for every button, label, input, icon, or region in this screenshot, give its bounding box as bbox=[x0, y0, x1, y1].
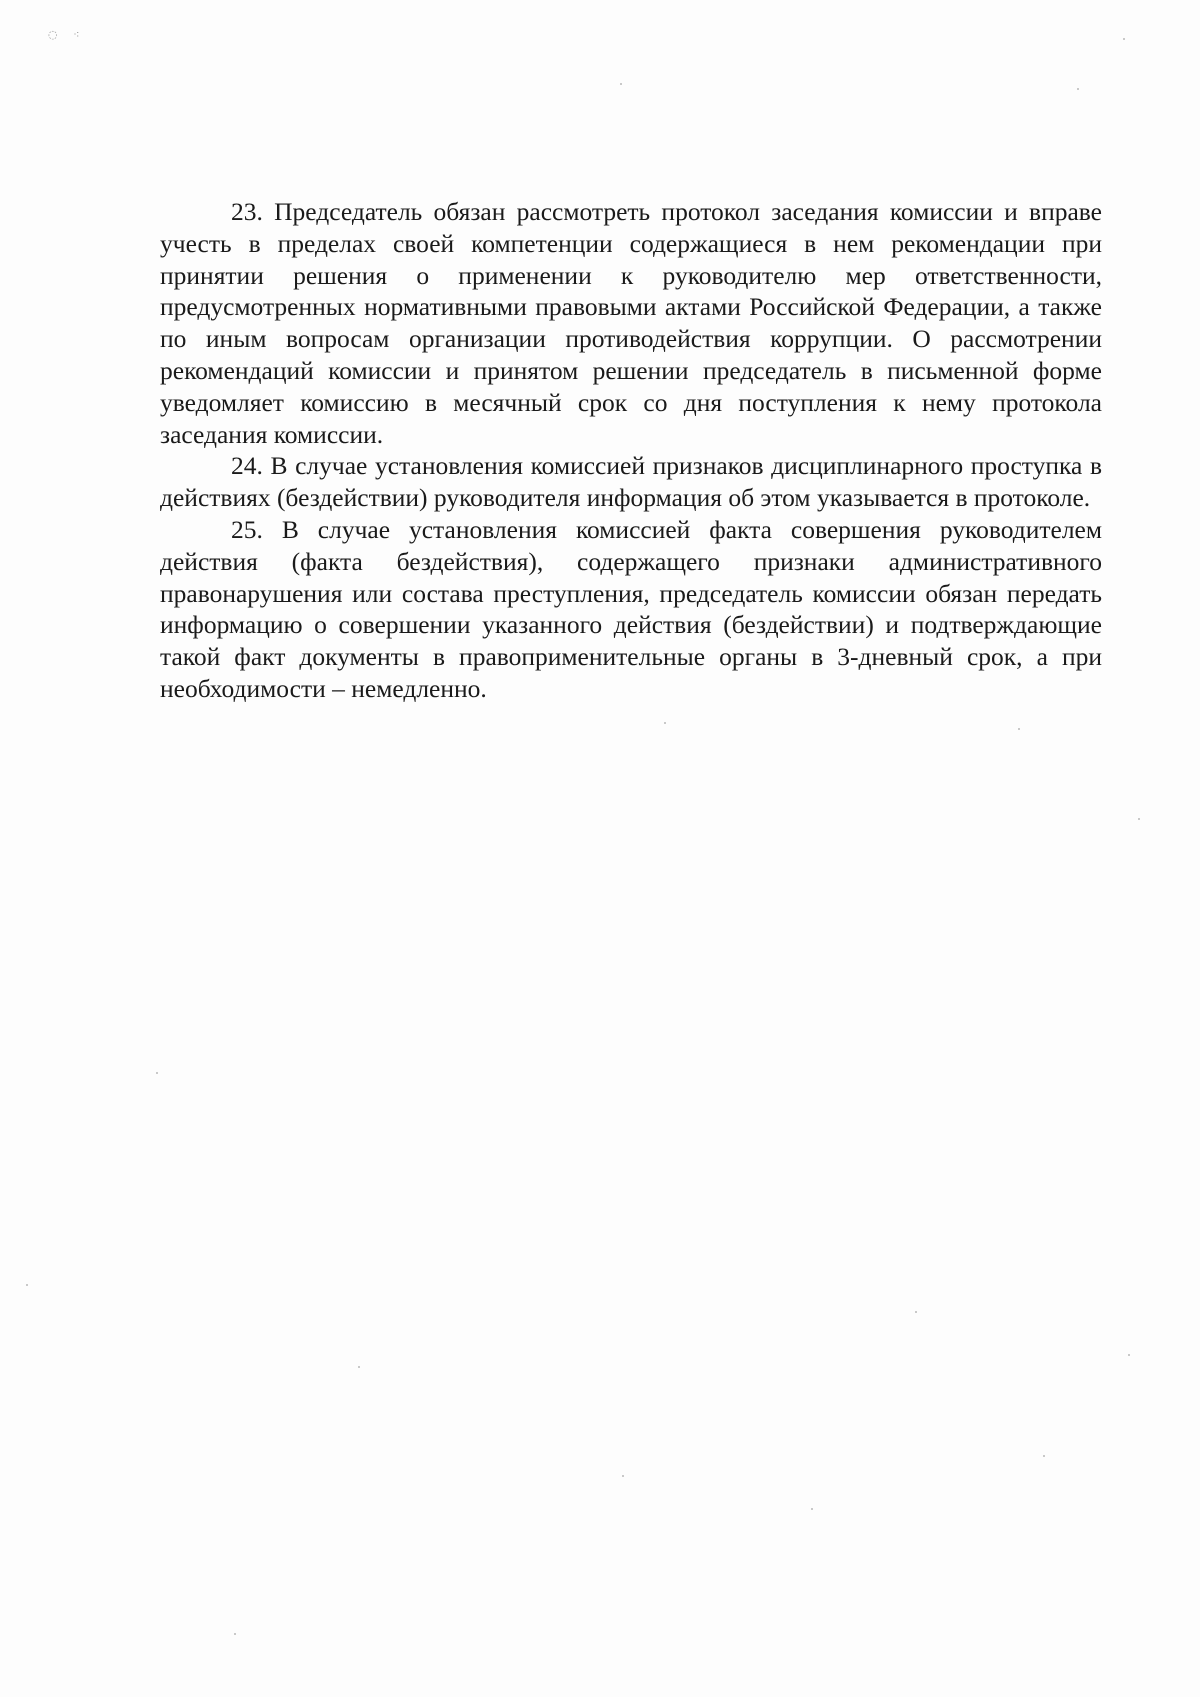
scan-speck bbox=[811, 1508, 813, 1510]
scan-speck bbox=[1043, 1455, 1045, 1457]
scan-speck bbox=[620, 83, 622, 85]
scan-speck bbox=[622, 1475, 624, 1477]
scan-speck bbox=[1077, 88, 1079, 90]
paragraph-24: 24. В случае установления комиссией признаков дисциплинарного проступка в действиях (бездействии) руководителя информация об этом указывается в протоколе. bbox=[160, 451, 1102, 513]
scan-speck bbox=[1123, 38, 1125, 40]
scan-speck bbox=[1138, 818, 1140, 820]
scan-speck bbox=[358, 1366, 360, 1368]
scan-speck bbox=[234, 1633, 236, 1635]
scan-speck bbox=[1128, 1354, 1130, 1356]
paragraph-23: 23. Председатель обязан рассмотреть протокол заседания комиссии и вправе учесть в пределах своей компетенции содержащиеся в нем рекомендации при принятии решения о применении к руководителю мер ответственности, предусмотренных нормативными правовыми актами Российской Федерации, а также по иным вопросам организации противодействия коррупции. О рассмотрении рекомендаций комиссии и принятом решении председатель в письменной форме уведомляет комиссию в месячный срок со дня поступления к нему протокола заседания комиссии. bbox=[160, 197, 1102, 449]
scan-speck bbox=[664, 722, 666, 724]
scan-speck bbox=[26, 1284, 28, 1286]
paragraph-25: 25. В случае установления комиссией факта совершения руководителем действия (факта бездействия), содержащего признаки административного правонарушения или состава преступления, председатель комиссии обязан передать информацию о совершении указанного действия (бездействии) и подтверждающие такой факт документы в правоприменительные органы в 3-дневный срок, а при необходимости – немедленно. bbox=[160, 514, 1102, 703]
scan-speck bbox=[1018, 728, 1020, 730]
document-body bbox=[160, 196, 1102, 705]
scan-speck bbox=[156, 1072, 158, 1074]
scan-artifact: ◌ ⁖ bbox=[48, 28, 86, 41]
scan-speck bbox=[915, 1311, 917, 1313]
